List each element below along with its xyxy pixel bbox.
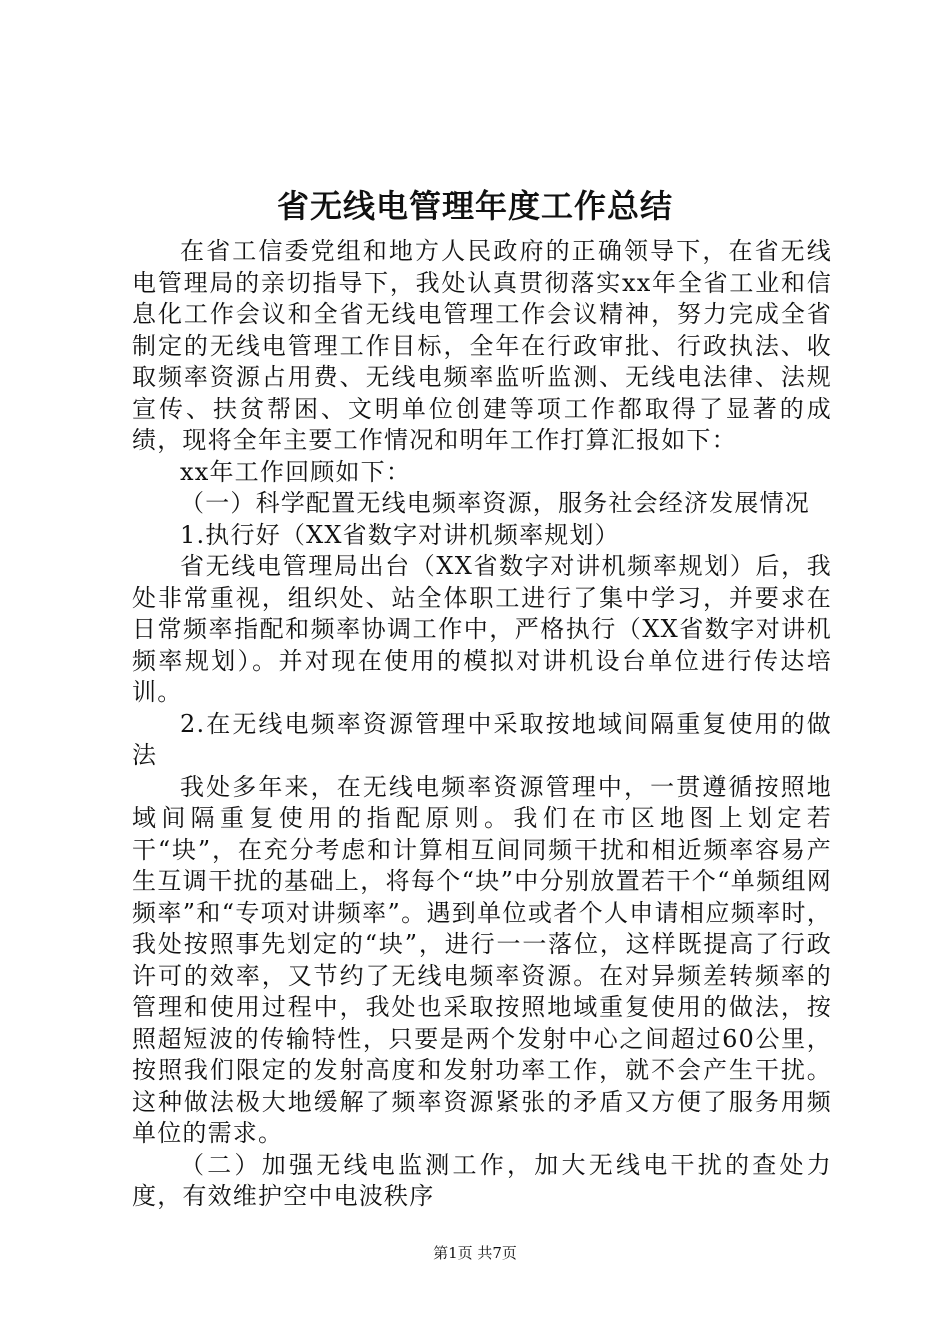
subsection-heading-2: 2.在无线电频率资源管理中采取按地域间隔重复使用的做法: [132, 709, 832, 769]
document-title: 省无线电管理年度工作总结: [276, 187, 673, 225]
page-total: 共7页: [477, 1244, 517, 1262]
paragraph-frequency-reuse: 我处多年来，在无线电频率资源管理中，一贯遵循按照地域间隔重复使用的指配原则。我们在市区地图上划定若干“块”，在充分考虑和计算相互间同频干扰和相近频率容易产生互调干扰的基础上，将每个“块”中分别放置若干个“单频组网频率”和“专项对讲频率”。遇到单位或者个人申请相应频率时，我处按照事先划定的“块”，进行一一落位，这样既提高了行政许可的效率，又节约了无线电频率资源。在对异频差转频率的管理和使用过程中，我处也采取按照地域重复使用的做法，按照超短波的传输特性，只要是两个发射中心之间超过60公里，按照我们限定的发射高度和发射功率工作，就不会产生干扰。这种做法极大地缓解了频率资源紧张的矛盾又方便了服务用频单位的需求。: [132, 772, 832, 1147]
page-footer: [0, 1243, 950, 1263]
page-number: 第1页: [433, 1244, 473, 1262]
section-heading-2: （二）加强无线电监测工作，加大无线电干扰的查处力度，有效维护空中电波秩序: [132, 1150, 832, 1210]
subsection-heading-1: 1.执行好（XX省数字对讲机频率规划）: [180, 520, 620, 549]
document-body: [132, 236, 832, 1213]
section-heading-1: （一）科学配置无线电频率资源，服务社会经济发展情况: [180, 489, 810, 517]
paragraph-review-heading: xx年工作回顾如下：: [180, 457, 412, 486]
paragraph-intro: 在省工信委党组和地方人民政府的正确领导下，在省无线电管理局的亲切指导下，我处认真贯彻落实xx年全省工业和信息化工作会议和全省无线电管理工作会议精神，努力完成全省制定的无线电管理工作目标，全年在行政审批、行政执法、收取频率资源占用费、无线电频率监听监测、无线电法律、法规宣传、扶贫帮困、文明单位创建等项工作都取得了显著的成绩，现将全年主要工作情况和明年工作打算汇报如下：: [132, 237, 832, 454]
paragraph-plan-implementation: 省无线电管理局出台（XX省数字对讲机频率规划）后，我处非常重视，组织处、站全体职工进行了集中学习，并要求在日常频率指配和频率协调工作中，严格执行（XX省数字对讲机频率规划）。并对现在使用的模拟对讲机设台单位进行传达培训。: [132, 552, 832, 706]
